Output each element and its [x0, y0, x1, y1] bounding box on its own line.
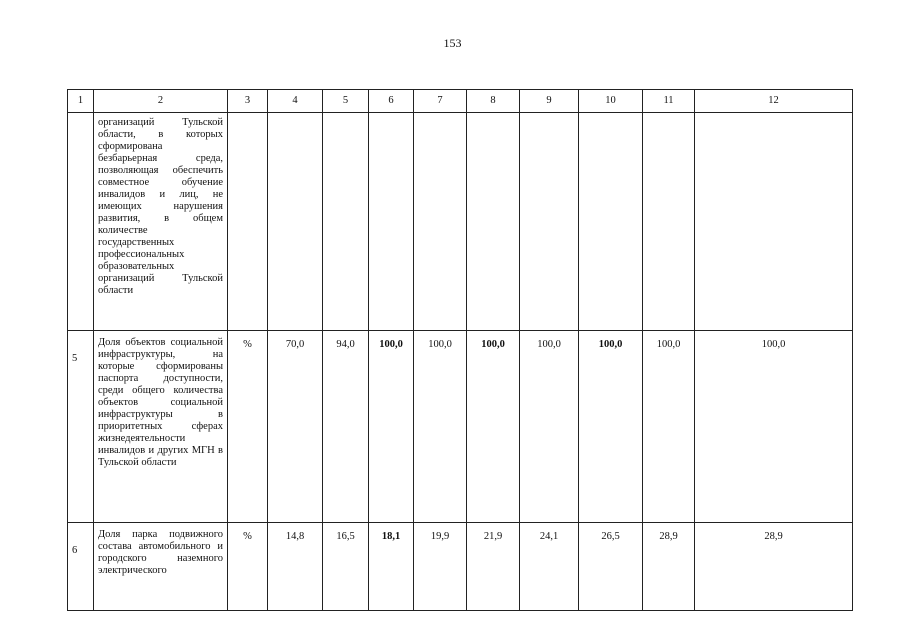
value-cell: 24,1: [520, 523, 579, 611]
value-cell: [414, 113, 467, 331]
header-cell: 7: [414, 90, 467, 113]
row-number: 6: [68, 523, 94, 611]
row-number: 5: [68, 331, 94, 523]
indicator-description: Доля объектов социальной инфраструктуры, на которые сформированы паспорта доступности, среди общего количества объектов социальной инфраструктуры в приоритетных сферах жизнедеятельности инвалидов и других МГН в Тульской области: [94, 331, 228, 523]
value-cell: 21,9: [467, 523, 520, 611]
unit-cell: %: [228, 331, 268, 523]
value-cell: [695, 113, 853, 331]
value-cell: 28,9: [695, 523, 853, 611]
header-cell: 5: [323, 90, 369, 113]
header-cell: 11: [643, 90, 695, 113]
table-row-5: [68, 331, 853, 523]
value-cell: [268, 113, 323, 331]
header-cell: 4: [268, 90, 323, 113]
value-cell: 100,0: [467, 331, 520, 523]
value-cell: 28,9: [643, 523, 695, 611]
indicator-table: [67, 89, 853, 611]
value-cell: [579, 113, 643, 331]
header-cell: 1: [68, 90, 94, 113]
value-cell: 18,1: [369, 523, 414, 611]
header-cell: 12: [695, 90, 853, 113]
value-cell: 94,0: [323, 331, 369, 523]
value-cell: 100,0: [579, 331, 643, 523]
value-cell: 100,0: [520, 331, 579, 523]
value-cell: 26,5: [579, 523, 643, 611]
value-cell: 100,0: [643, 331, 695, 523]
value-cell: 19,9: [414, 523, 467, 611]
value-cell: 100,0: [369, 331, 414, 523]
header-cell: 9: [520, 90, 579, 113]
value-cell: [369, 113, 414, 331]
value-cell: 14,8: [268, 523, 323, 611]
header-cell: 2: [94, 90, 228, 113]
value-cell: 70,0: [268, 331, 323, 523]
row-number-cell: [68, 113, 94, 331]
unit-cell: [228, 113, 268, 331]
value-cell: [323, 113, 369, 331]
header-cell: 10: [579, 90, 643, 113]
value-cell: 100,0: [414, 331, 467, 523]
table-row-continuation: [68, 113, 853, 331]
indicator-description: организаций Тульской области, в которых сформирована безбарьерная среда, позволяющая обеспечить совместное обучение инвалидов и лиц, не имеющих нарушения развития, в общем количестве государственных профессиональных образовательных организаций Тульской области: [94, 113, 228, 331]
header-row: [68, 90, 853, 113]
header-cell: 3: [228, 90, 268, 113]
table-row-6: [68, 523, 853, 611]
value-cell: [467, 113, 520, 331]
page-number: 153: [443, 36, 462, 50]
value-cell: 100,0: [695, 331, 853, 523]
indicator-description: Доля парка подвижного состава автомобильного и городского наземного электрического: [94, 523, 228, 611]
value-cell: 16,5: [323, 523, 369, 611]
value-cell: [520, 113, 579, 331]
header-cell: 6: [369, 90, 414, 113]
unit-cell: %: [228, 523, 268, 611]
value-cell: [643, 113, 695, 331]
header-cell: 8: [467, 90, 520, 113]
